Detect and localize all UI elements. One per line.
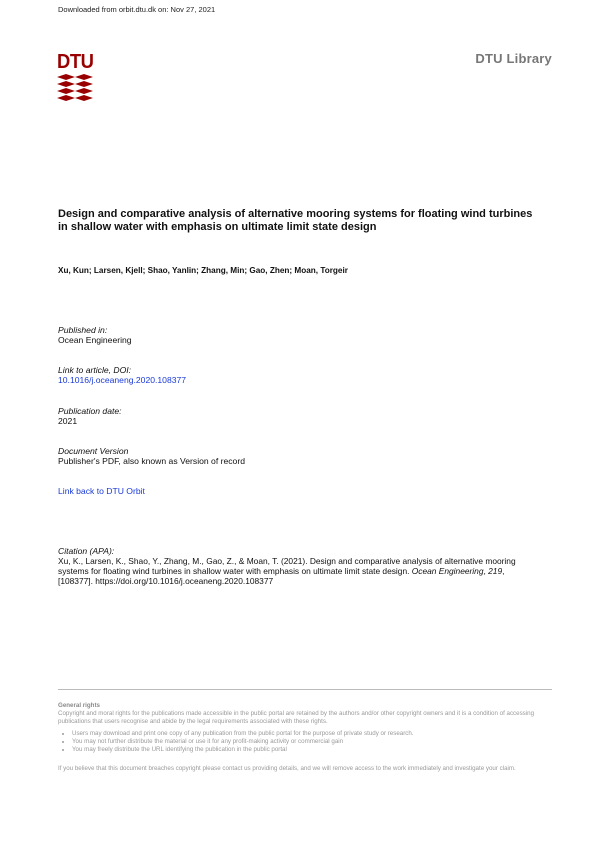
publication-date-value: 2021 bbox=[58, 416, 78, 426]
general-rights-paragraph: Copyright and moral rights for the publications made accessible in the public portal are retained by the authors and/or other copyright owners and it is a condition of accessing publications that users recognise and abide by the legal requirements associated with these rights. bbox=[58, 710, 535, 725]
citation-comma: , bbox=[483, 566, 489, 576]
citation-text-end: , [108377]. https://doi.org/10.1016/j.oceaneng.2020.108377 bbox=[58, 566, 505, 586]
authors: Xu, Kun; Larsen, Kjell; Shao, Yanlin; Zhang, Min; Gao, Zhen; Moan, Torgeir bbox=[58, 266, 348, 275]
publication-date bbox=[58, 406, 122, 426]
citation-label: Citation (APA): bbox=[58, 546, 115, 556]
published-in-label: Published in: bbox=[58, 325, 108, 335]
document-version bbox=[58, 446, 245, 466]
orbit-link[interactable]: Link back to DTU Orbit bbox=[58, 486, 145, 496]
doi-block bbox=[58, 365, 186, 385]
rights-bullet: • You may freely distribute the URL identifying the publication in the public portal bbox=[72, 746, 552, 754]
document-version-value: Publisher's PDF, also known as Version of record bbox=[58, 456, 245, 466]
general-rights-footer: If you believe that this document breaches copyright please contact us providing details, and we will remove access to the work immediately and investigate your claim. bbox=[58, 765, 516, 772]
rights-bullet: • You may not further distribute the material or use it for any profit-making activity or commercial gain bbox=[72, 738, 552, 746]
citation-text bbox=[58, 556, 538, 586]
citation-journal: Ocean Engineering bbox=[411, 566, 484, 576]
rights-bullet: • Users may download and print one copy of any publication from the public portal for the purpose of private study or research. bbox=[72, 730, 552, 738]
download-note: Downloaded from orbit.dtu.dk on: Nov 27, 2021 bbox=[58, 5, 216, 14]
doi-link[interactable]: 10.1016/j.oceaneng.2020.108377 bbox=[58, 375, 187, 385]
document-version-label: Document Version bbox=[58, 446, 129, 456]
published-in bbox=[58, 325, 132, 345]
dtu-logo bbox=[57, 52, 93, 102]
published-in-value: Ocean Engineering bbox=[58, 335, 132, 345]
doi-label: Link to article, DOI: bbox=[58, 365, 132, 375]
document-title: Design and comparative analysis of alternative mooring systems for floating wind turbines in shallow water with emphasis on ultimate limit state design bbox=[58, 208, 533, 233]
citation bbox=[58, 546, 538, 586]
divider bbox=[58, 689, 552, 690]
library-label: DTU Library bbox=[475, 51, 552, 66]
general-rights-heading: General rights bbox=[58, 702, 100, 709]
general-rights bbox=[58, 702, 552, 773]
publication-date-label: Publication date: bbox=[58, 406, 122, 416]
citation-text-start: Xu, K., Larsen, K., Shao, Y., Zhang, M., Gao, Z., & Moan, T. (2021). Design and comparative analysis of alternative mooring systems for floating wind turbines in shallow water with emphasis on ultimate limit state design. bbox=[58, 556, 516, 576]
general-rights-list bbox=[58, 730, 552, 754]
citation-volume: 219 bbox=[488, 566, 503, 576]
logo-text: DTU bbox=[57, 51, 94, 73]
logo-diamonds-icon bbox=[57, 74, 93, 102]
